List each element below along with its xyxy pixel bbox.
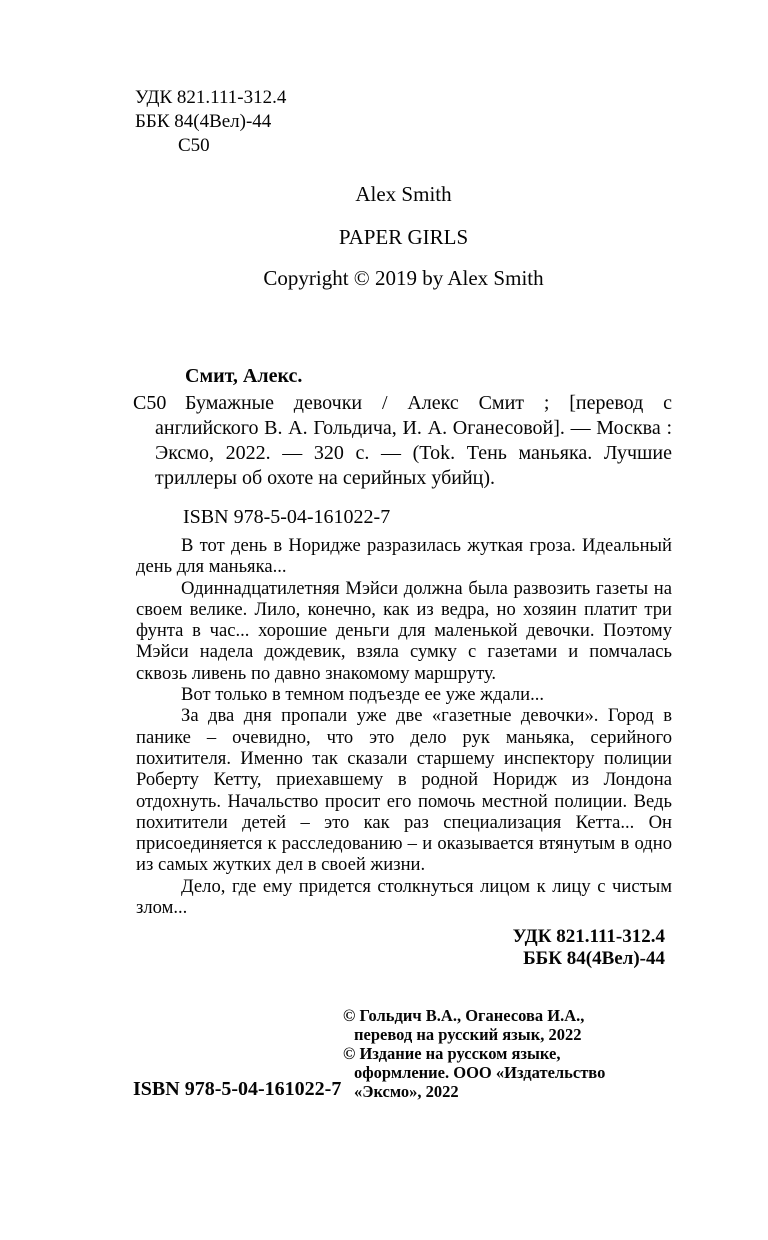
top-classification-codes — [135, 86, 286, 158]
bottom-isbn: ISBN 978-5-04-161022-7 — [133, 1078, 342, 1100]
copyright-edition-line: «Эксмо», 2022 — [354, 1082, 459, 1101]
annotation-paragraph: В тот день в Норидже разразилась жуткая гроза. Идеальный день для маньяка... — [136, 535, 672, 578]
bib-entry-text: Бумажные девочки / Алекс Смит ; [перевод с английского В. А. Гольдича, И. А. Оганесовой]. — Москва : Эксмо, 2022. — 320 с. — (Tok. Тень маньяка. Лучшие триллеры об охоте на серийных убийц). — [155, 392, 672, 489]
copyright-notice: Copyright © 2019 by Alex Smith — [263, 266, 544, 290]
isbn-line: ISBN 978-5-04-161022-7 — [183, 506, 391, 528]
copyright-edition-line: © Издание на русском языке, — [343, 1044, 561, 1063]
bottom-imprint-row — [133, 1006, 672, 1101]
udk-code-bottom: УДК 821.111-312.4 — [512, 926, 665, 947]
bottom-classification-codes — [135, 926, 665, 970]
bib-author-heading: Смит, Алекс. — [185, 365, 303, 387]
original-title: PAPER GIRLS — [338, 225, 469, 249]
author-name: Alex Smith — [355, 182, 452, 206]
annotation-paragraph: Вот только в темном подъезде ее уже ждали... — [181, 684, 545, 706]
annotation-paragraph: За два дня пропали уже две «газетные девочки». Город в панике – очевидно, что это дело рук маньяка, серийного похитителя. Именно так сказали старшему инспектору полиции Роберту Кетту, приехавшему в родной Норидж из Лондона отдохнуть. Начальство просит его помочь местной полиции. Ведь похитители детей – это как раз специализация Кетта... Он присоединяется к расследованию – и оказывается втянутым в одно из самых жутких дел в своей жизни. — [136, 705, 672, 876]
copyright-edition-line: оформление. ООО «Издательство — [354, 1063, 606, 1082]
bbk-code-bottom: ББК 84(4Вел)-44 — [523, 948, 665, 969]
annotation-paragraph: Одиннадцатилетняя Мэйси должна была развозить газеты на своем велике. Лило, конечно, как из ведра, но хозяин платит три фунта в час... хорошие деньги для маленькой девочки. Поэтому Мэйси надела дождевик, взяла сумку с газетами и помчалась сквозь ливень по давно знакомому маршруту. — [136, 577, 672, 684]
bibliographic-record — [135, 364, 672, 530]
bib-author-sign: С50 — [133, 392, 167, 414]
udk-code: УДК 821.111-312.4 — [135, 87, 287, 108]
bbk-code: ББК 84(4Вел)-44 — [135, 111, 272, 132]
copyright-translation-line: перевод на русский язык, 2022 — [354, 1025, 582, 1044]
copyright-statements — [343, 1006, 672, 1101]
title-block — [135, 182, 672, 290]
author-sign-code: С50 — [178, 135, 210, 156]
bib-entry-row — [135, 391, 672, 491]
copyright-translation-line: © Гольдич В.А., Оганесова И.А., — [343, 1006, 585, 1025]
annotation-paragraph: Дело, где ему придется столкнуться лицом к лицу с чистым злом... — [136, 875, 672, 919]
annotation-block — [136, 535, 672, 918]
